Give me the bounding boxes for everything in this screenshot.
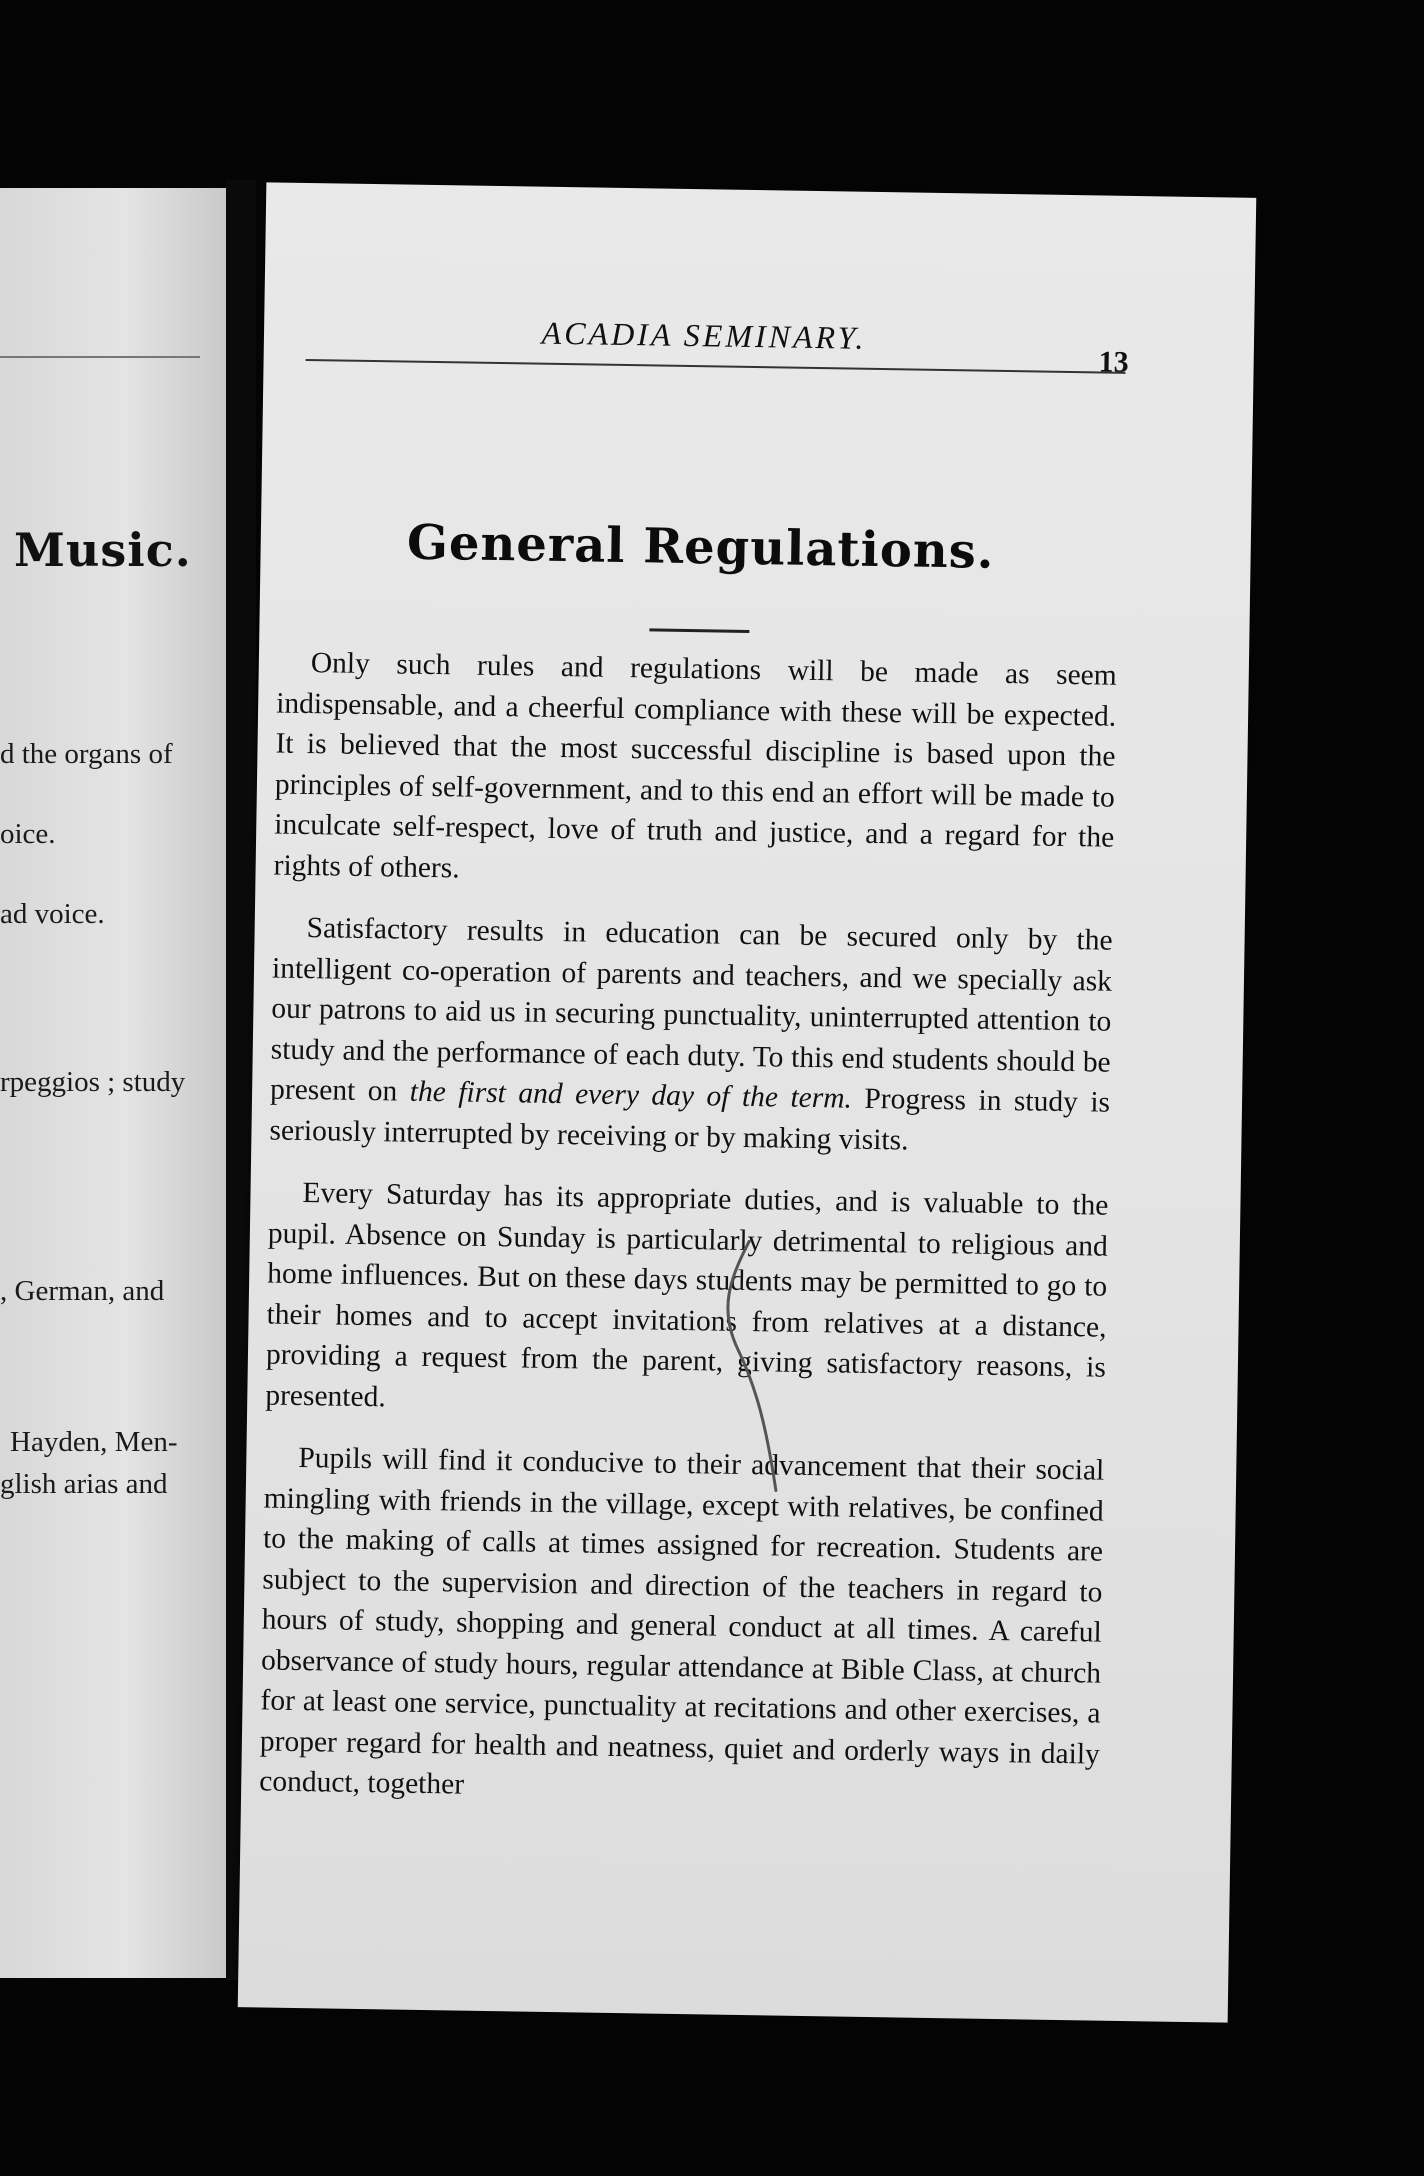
left-page-text-fragment: Hayden, Men- <box>10 1426 178 1458</box>
paragraph-rules: Only such rules and regulations will be made as seem indispensable, and a cheerful compliance with these will be expected. It is believed that the most successful discipline is based upon the principles of self-government, and to this end an effort will be made to inculcate self-respect, love of truth and justice, and a regard for the rights of others. <box>273 647 1117 884</box>
left-page-text-fragment: rpeggios ; study <box>0 1066 186 1098</box>
pencil-mark <box>706 1239 850 1501</box>
paragraph-results <box>269 908 1113 1164</box>
paragraph-pupils: Pupils will find it conducive to their advancement that their social mingling with friends in the village, except with relatives, be confined to the making of calls at times assigned for recreation. Students are subject to the supervision and direction of the teachers in regard to hours of study, shopping and general conduct at all times. A careful observance of study hours, regular attendance at Bible Class, at church for at least one service, punctuality at recitations and other exercises, a proper regard for health and neatness, quiet and orderly ways in daily conduct, together <box>259 1441 1105 1801</box>
left-page-text-fragment: oice. <box>0 818 56 850</box>
left-page-heading: Music. <box>14 523 192 577</box>
page-number: 13 <box>1098 345 1129 379</box>
running-head-rule <box>306 359 1126 374</box>
paragraph-saturday: Every Saturday has its appropriate duties, and is valuable to the pupil. Absence on Sunday is particularly detrimental to religious and home influences. But on these days students may be permitted to go to their homes and to accept invitations from relatives at a distance, providing a request from the parent, giving satisfactory reasons, is presented. <box>265 1177 1109 1413</box>
right-page <box>238 182 1257 2022</box>
left-page-text-fragment: ad voice. <box>0 898 105 930</box>
paragraph-results-italic: the first and every day of the term. <box>409 1075 853 1115</box>
left-page <box>0 188 226 1978</box>
running-head: ACADIA SEMINARY. <box>541 314 867 356</box>
section-title: General Regulations. <box>406 514 995 580</box>
paragraph-results-text-end: Progress in study is seriously interrupted by receiving or by making visits. <box>269 1082 1111 1157</box>
left-page-text-fragment: d the organs of <box>0 738 173 770</box>
paragraph-results-text: Satisfactory results in education can be secured only by the intelligent co-operation of parents and teachers, and we specially ask our patrons to aid us in securing punctuality, uninterrupted attention to study and the performance of each duty. To this end students should be present on <box>269 912 1113 1108</box>
left-page-head-rule <box>0 356 200 358</box>
left-page-text-fragment: , German, and <box>0 1275 165 1307</box>
title-rule <box>649 628 749 633</box>
left-page-text-fragment: glish arias and <box>0 1468 168 1500</box>
body-text <box>259 643 1117 1838</box>
